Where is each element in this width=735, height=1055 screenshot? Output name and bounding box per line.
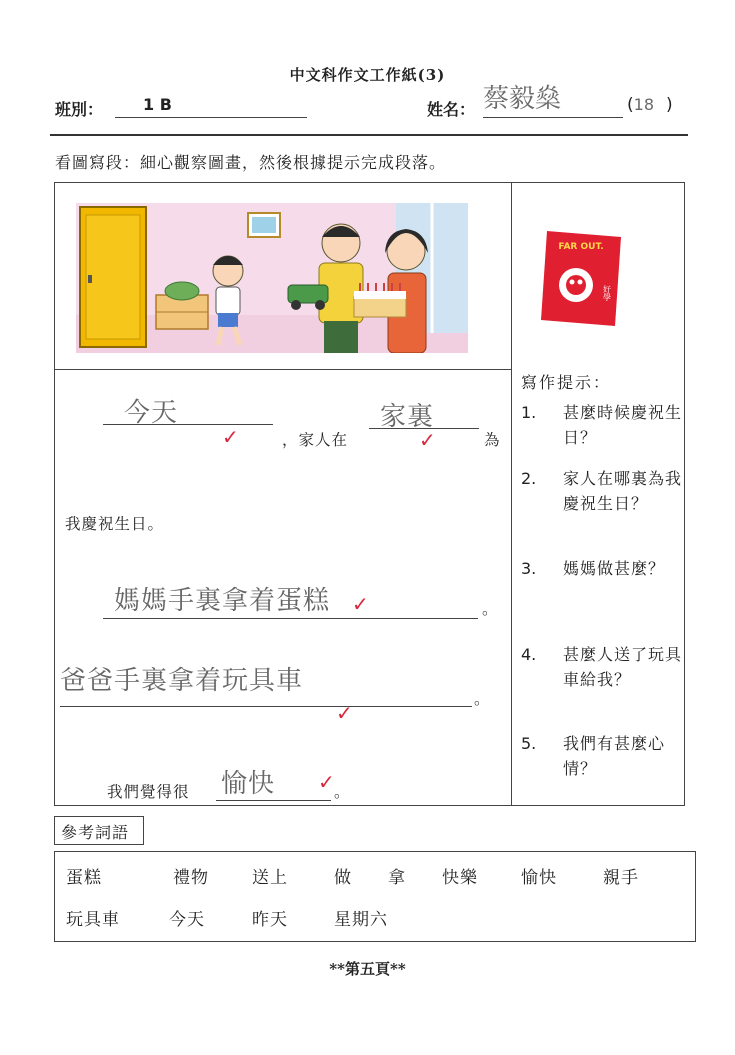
score-value: 18: [633, 95, 654, 114]
picture-divider: [54, 369, 512, 370]
score-open: (: [627, 95, 634, 115]
tip-item-5: [521, 731, 681, 781]
tip-text: 我們有甚麼心情？: [563, 734, 666, 778]
instruction-text: 看圖寫段：細心觀察圖畫，然後根據提示完成段落。: [55, 153, 447, 172]
word-chip: 星期六: [334, 910, 388, 930]
tick-2: ✓: [419, 428, 436, 452]
sticker-side-text: 好學: [602, 285, 612, 301]
tip-text: 家人在哪裏為我慶祝生日？: [563, 469, 683, 513]
word-chip: 蛋糕: [66, 868, 102, 888]
word-chip: 做: [334, 868, 352, 888]
tip-text: 甚麼人送了玩具車給我？: [563, 645, 683, 689]
passage-line-2: 我慶祝生日。: [65, 515, 165, 533]
word-chip: 快樂: [442, 868, 478, 888]
tip-item-3: [521, 556, 681, 606]
score-area: [627, 95, 673, 115]
tick-1: ✓: [222, 425, 239, 449]
word-chip: 親手: [603, 868, 639, 888]
class-label: 班別：: [55, 100, 104, 119]
connector-1: ，家人在: [282, 431, 349, 449]
sticker-top-text: FAR OUT.: [558, 242, 604, 252]
tip-text: 媽媽做甚麼？: [563, 559, 666, 578]
period-5: 。: [334, 783, 351, 801]
score-close: ): [666, 95, 673, 115]
answer-3: 媽媽手裏拿着蛋糕: [114, 586, 331, 616]
passage-prefix-5: 我們覺得很: [107, 783, 190, 801]
word-chip: 愉快: [521, 868, 557, 888]
tick-4: ✓: [336, 701, 353, 725]
tick-5: ✓: [318, 770, 335, 794]
answer-4: 爸爸手裏拿着玩具車: [60, 666, 304, 696]
sticker: [541, 229, 621, 326]
class-field[interactable]: [115, 95, 307, 118]
blank-5[interactable]: [216, 800, 331, 801]
period-3: 。: [482, 600, 499, 618]
blank-4[interactable]: [60, 706, 472, 707]
tick-3: ✓: [352, 592, 369, 616]
tip-number: 2.: [521, 469, 537, 488]
birthday-scene-image: [76, 203, 468, 353]
name-field[interactable]: [483, 84, 623, 118]
tip-number: 4.: [521, 645, 537, 664]
word-chip: 玩具車: [66, 910, 120, 930]
blank-3[interactable]: [103, 618, 478, 619]
blank-1[interactable]: [103, 424, 273, 425]
birthday-illustration: [76, 203, 468, 353]
tip-number: 3.: [521, 559, 537, 578]
header-rule: [50, 134, 688, 136]
worksheet-title: 中文科作文工作紙(3): [289, 66, 446, 84]
tip-number: 1.: [521, 403, 537, 422]
page-footer: **第五頁**: [329, 960, 406, 978]
tips-heading: 寫作提示：: [521, 373, 612, 392]
answer-5: 愉快: [221, 769, 276, 799]
word-chip: 送上: [252, 868, 288, 888]
period-4: 。: [474, 690, 491, 708]
column-divider: [511, 182, 512, 806]
word-chip: 昨天: [252, 910, 288, 930]
far-out-sticker-icon: [541, 229, 621, 326]
word-chip: 禮物: [173, 868, 209, 888]
reference-label: 參考詞語: [54, 816, 144, 845]
word-chip: 拿: [388, 868, 406, 888]
class-value: 1 B: [143, 95, 172, 114]
answer-1: 今天: [124, 398, 179, 428]
answer-2: 家裏: [380, 402, 435, 432]
suffix-1: 為: [484, 431, 501, 449]
tip-number: 5.: [521, 734, 537, 753]
name-value: 蔡毅燊: [483, 84, 562, 114]
tip-item-4: [521, 642, 681, 717]
tip-item-1: [521, 400, 681, 450]
word-chip: 今天: [169, 910, 205, 930]
name-label: 姓名：: [427, 100, 476, 119]
tip-item-2: [521, 466, 681, 541]
tip-text: 甚麼時候慶祝生日？: [563, 403, 683, 447]
